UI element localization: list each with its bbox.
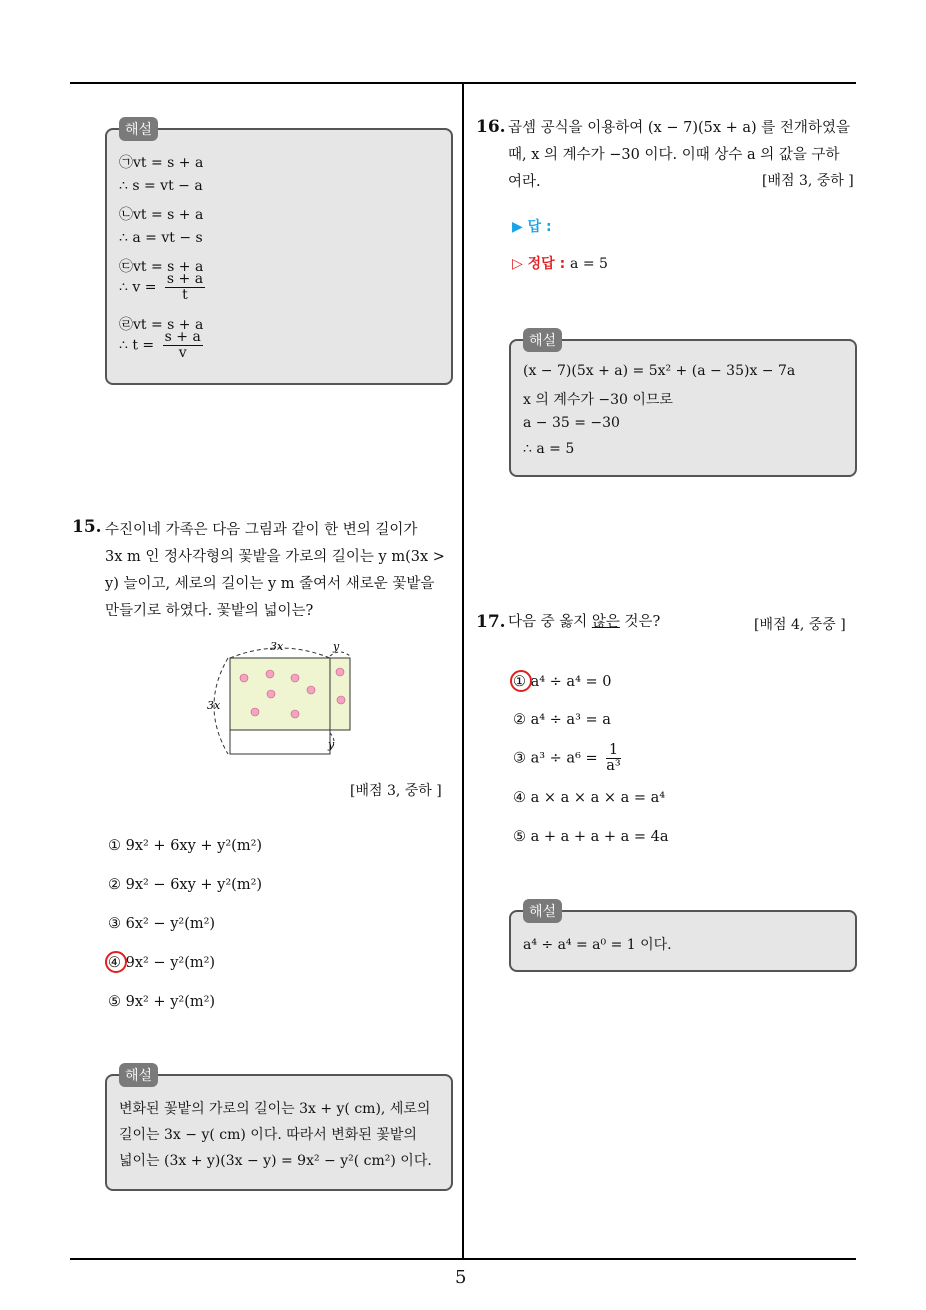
q15-difficulty: [배점 3, 중하 ] [350, 783, 442, 799]
flower [337, 696, 345, 704]
q15-text-line-3: y) 늘이고, 세로의 길이는 y m 줄여서 새로운 꽃밭을 [105, 576, 435, 592]
q14-sol-frac-1 [119, 272, 205, 303]
fig-label-right-top: y [333, 640, 340, 653]
q15-sol-line-1: 변화된 꽃밭의 가로의 길이는 3x + y( cm), 세로의 [119, 1101, 431, 1117]
removed-strip [230, 730, 330, 754]
q17-text-before: 다음 중 옳지 [508, 614, 592, 630]
bottom-rule [70, 1258, 856, 1260]
q17-option-2[interactable]: ② a⁴ ÷ a³ = a [513, 712, 611, 728]
frac2 [163, 330, 203, 361]
q17-sol-line-1: a⁴ ÷ a⁴ = a⁰ = 1 이다. [523, 937, 672, 953]
q15-marked-answer-circle [105, 951, 127, 973]
q17-option-3-num: 1 [606, 743, 620, 759]
q15-solution-tag: 해설 [119, 1063, 158, 1087]
q17-option-1[interactable]: ① a⁴ ÷ a⁴ = 0 [513, 674, 612, 690]
page-number: 5 [455, 1267, 467, 1288]
flower [307, 686, 315, 694]
q16-solution-box [509, 339, 857, 477]
q16-correct-answer [512, 253, 608, 273]
frac1 [165, 272, 205, 303]
q15-text-line-2: 3x m 인 정사각형의 꽃밭을 가로의 길이는 y m(3x > [105, 549, 445, 565]
q15-option-2[interactable]: ② 9x² − 6xy + y²(m²) [108, 877, 263, 893]
frac1-prefix: ∴ v = [119, 279, 157, 296]
garden-main [230, 658, 330, 730]
fig-label-right-bottom: y [328, 738, 335, 751]
fig-label-top: 3x [270, 640, 284, 653]
q14-sol-line-2: ∴ s = vt − a [119, 178, 203, 194]
flower [291, 674, 299, 682]
q17-option-3[interactable] [513, 743, 621, 774]
frac2-den: v [178, 345, 187, 361]
q16-difficulty: [배점 3, 중하 ] [762, 173, 854, 189]
q14-sol-line-3: ㉡vt = s + a [119, 207, 204, 223]
q15-solution-box [105, 1074, 453, 1191]
q15-option-3[interactable]: ③ 6x² − y²(m²) [108, 916, 216, 932]
q17-text [508, 609, 660, 636]
q15-option-5[interactable]: ⑤ 9x² + y²(m²) [108, 994, 216, 1010]
q14-solution-tag: 해설 [119, 117, 158, 141]
column-divider [462, 82, 464, 1259]
q14-sol-line-5: ㉢vt = s + a [119, 259, 204, 275]
q15-text [105, 517, 457, 625]
q14-sol-line-4: ∴ a = vt − s [119, 230, 203, 246]
q16-sol-line-4: ∴ a = 5 [523, 441, 575, 457]
q17-solution-tag: 해설 [523, 899, 562, 923]
q17-number: 17. [476, 612, 506, 632]
flower [251, 708, 259, 716]
q17-option-3-frac [606, 743, 620, 774]
flower [291, 710, 299, 718]
q17-marked-answer-circle [510, 670, 532, 692]
frac1-num: s + a [166, 271, 204, 287]
q16-text-line-2: 때, x 의 계수가 −30 이다. 이때 상수 a 의 값을 구하 [508, 147, 840, 163]
q14-sol-line-6: ㉣vt = s + a [119, 317, 204, 333]
flower [336, 668, 344, 676]
q15-option-1[interactable]: ① 9x² + 6xy + y²(m²) [108, 838, 263, 854]
q17-option-5[interactable]: ⑤ a + a + a + a = 4a [513, 829, 669, 845]
q16-correct-value: a = 5 [570, 256, 608, 272]
q17-option-3-prefix: ③ a³ ÷ a⁶ = [513, 750, 598, 767]
fig-label-left: 3x [207, 699, 221, 712]
flower [240, 674, 248, 682]
q14-solution-box [105, 128, 453, 385]
q15-sol-line-3: 넓이는 (3x + y)(3x − y) = 9x² − y²( cm²) 이다. [119, 1153, 432, 1169]
flower [267, 690, 275, 698]
q17-difficulty: [배점 4, 중중 ] [754, 617, 846, 633]
q16-text-line-1: 곱셈 공식을 이용하여 (x − 7)(5x + a) 를 전개하였을 [508, 120, 850, 136]
q16-correct-label: ▷ 정답 : [512, 256, 566, 272]
q15-text-line-4: 만들기로 하였다. 꽃밭의 넓이는? [105, 603, 314, 619]
q16-sol-line-2: x 의 계수가 −30 이므로 [523, 392, 673, 408]
q15-number: 15. [72, 517, 102, 537]
q16-answer-label: ▶ 답 : [512, 219, 552, 235]
frac1-den: t [182, 287, 188, 303]
q15-flowerbed-figure [200, 638, 360, 763]
q16-sol-line-3: a − 35 = −30 [523, 415, 620, 431]
flower [266, 670, 274, 678]
frac2-num: s + a [164, 329, 201, 345]
q16-solution-tag: 해설 [523, 328, 562, 352]
q17-text-underlined: 않은 [591, 614, 620, 630]
q15-text-line-1: 수진이네 가족은 다음 그림과 같이 한 변의 길이가 [105, 522, 418, 538]
q16-number: 16. [476, 117, 506, 137]
q14-sol-frac-2 [119, 330, 203, 361]
q14-sol-line-1: ㉠vt = s + a [119, 155, 204, 171]
frac2-prefix: ∴ t = [119, 337, 155, 354]
q17-text-after: 것은? [619, 614, 661, 630]
q17-option-4[interactable]: ④ a × a × a × a = a⁴ [513, 790, 666, 806]
q17-option-3-den: a³ [606, 758, 621, 774]
q16-sol-line-1: (x − 7)(5x + a) = 5x² + (a − 35)x − 7a [523, 363, 796, 379]
q16-text-line-3: 여라. [508, 174, 541, 190]
q15-option-4[interactable]: ④ 9x² − y²(m²) [108, 955, 216, 971]
q15-sol-line-2: 길이는 3x − y( cm) 이다. 따라서 변화된 꽃밭의 [119, 1127, 417, 1143]
